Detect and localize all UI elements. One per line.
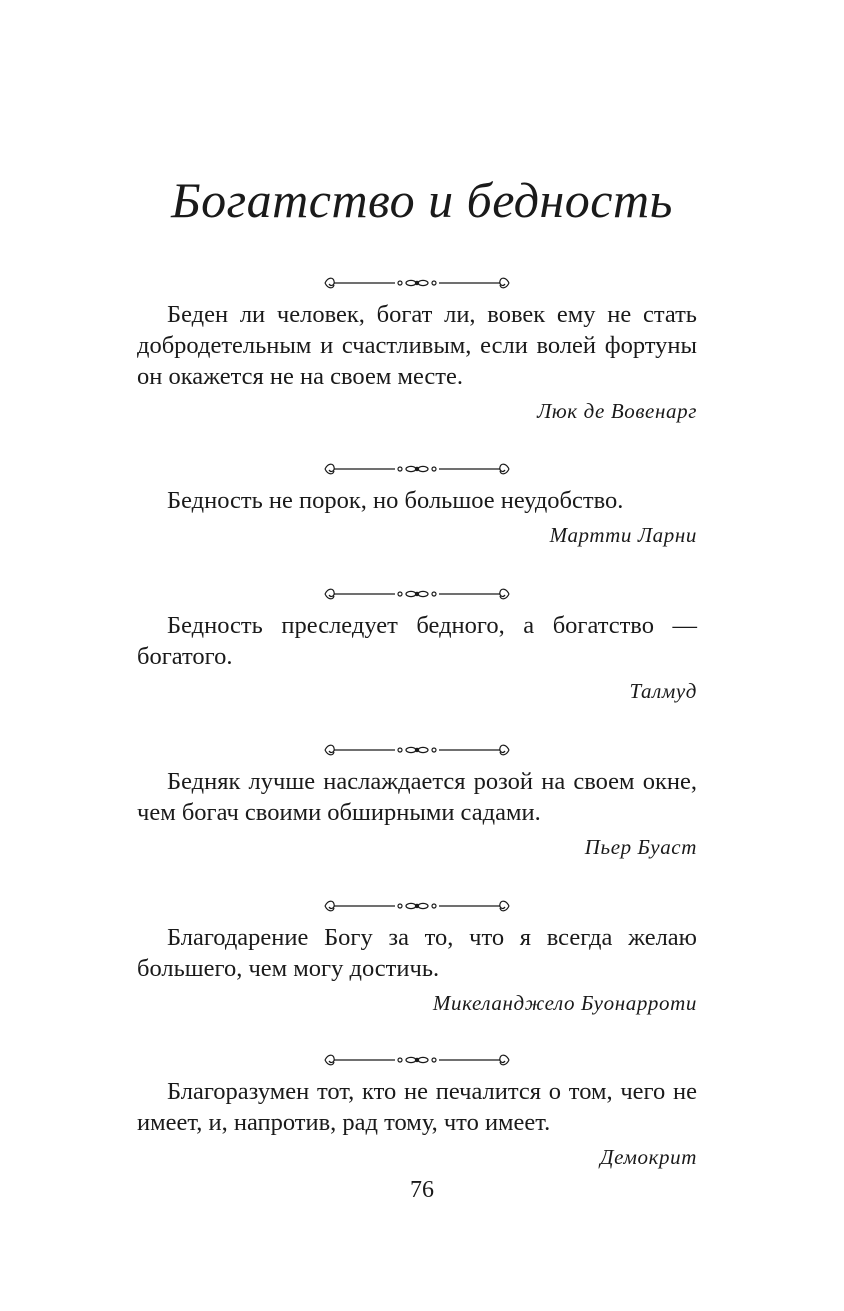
ornament-divider-icon [319, 273, 515, 293]
quote-text: Благодарение Богу за то, что я всегда желаю большего, чем могу достичь. [137, 924, 697, 982]
ornament-divider-icon [319, 1050, 515, 1070]
ornament-divider-icon [319, 459, 515, 479]
quote-block [137, 896, 697, 1018]
quote-text: Благоразумен тот, кто не печалится о том, чего не имеет, и, напротив, рад тому, что имеет. [137, 1078, 697, 1136]
quote-author: Микеланджело Буонарроти [432, 991, 697, 1015]
page-number: 76 [410, 1177, 434, 1203]
quote-block [137, 584, 697, 706]
quote-author: Талмуд [629, 679, 697, 703]
quote-author: Пьер Буаст [584, 835, 697, 859]
ornament-divider-icon [319, 584, 515, 604]
quote-author: Демокрит [600, 1145, 697, 1169]
quote-author: Мартти Ларни [549, 523, 697, 547]
quote-text: Бедняк лучше наслаждается розой на своем окне, чем богач своими обширными садами. [137, 768, 697, 826]
page-title: Богатство и бедность [171, 172, 673, 228]
quote-text: Беден ли человек, богат ли, вовек ему не стать добродетельным и счастливым, если волей фортуны он окажется не на своем месте. [137, 301, 697, 390]
quote-block [137, 273, 697, 426]
quote-block [137, 1050, 697, 1172]
quote-text: Бедность преследует бедного, а богатство — богатого. [137, 612, 697, 670]
quote-block [137, 740, 697, 862]
ornament-divider-icon [319, 740, 515, 760]
quote-block [137, 459, 697, 550]
quote-text: Бедность не порок, но большое неудобство. [167, 487, 624, 514]
quote-author: Люк де Вовенарг [537, 399, 697, 423]
ornament-divider-icon [319, 896, 515, 916]
